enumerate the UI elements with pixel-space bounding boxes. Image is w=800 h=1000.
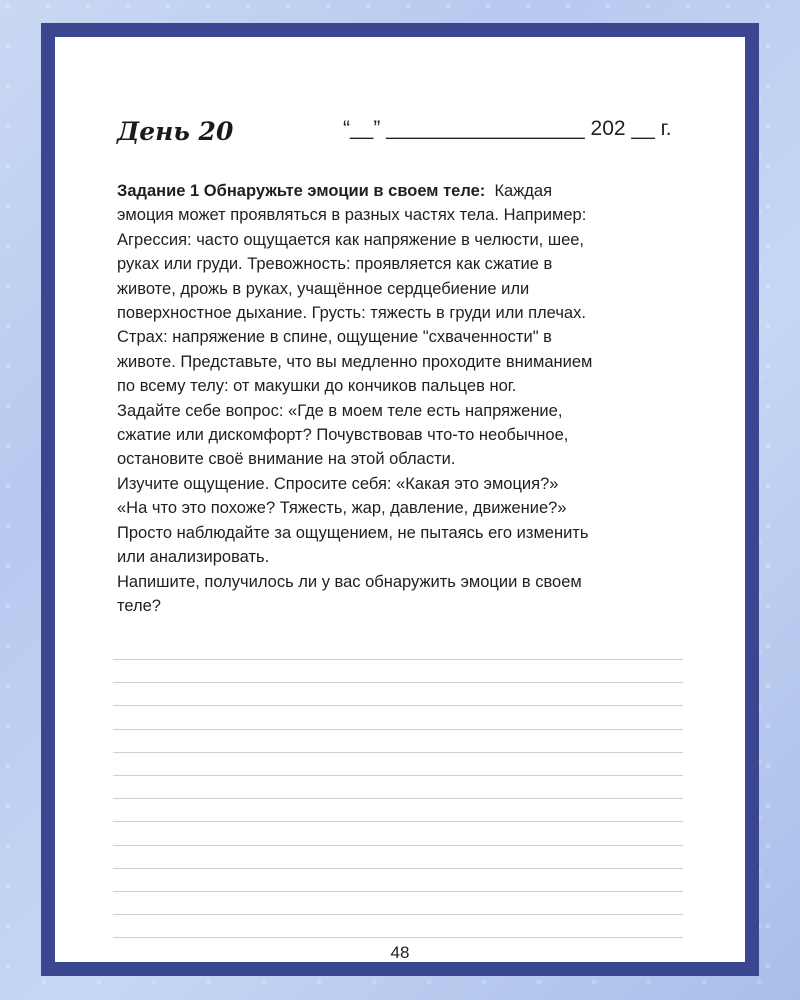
task-line: Каждая: [494, 182, 553, 200]
task-heading: Задание 1 Обнаружьте эмоции в своем теле:: [117, 182, 486, 200]
task-line: эмоция может проявляться в разных частях тела. Например:: [117, 206, 587, 225]
task-line: теле?: [117, 596, 161, 615]
answer-line[interactable]: [113, 845, 683, 846]
answer-line[interactable]: [113, 729, 683, 730]
answer-line[interactable]: [113, 705, 683, 706]
page-frame: [41, 23, 759, 976]
answer-line[interactable]: [113, 868, 683, 869]
task-line: животе, дрожь в руках, учащённое сердцебиение или: [117, 279, 530, 298]
task-line: Напишите, получилось ли у вас обнаружить эмоции в своем: [117, 572, 582, 591]
task-line: Задайте себе вопрос: «Где в моем теле есть напряжение,: [117, 401, 563, 420]
task-line: животе. Представьте, что вы медленно проходите вниманием: [117, 352, 593, 371]
date-fill-in: “__” _________________ 202 __ г.: [343, 117, 672, 140]
task-line: Просто наблюдайте за ощущением, не пытаясь его изменить: [117, 523, 589, 542]
day-title: День 20: [117, 117, 234, 146]
answer-line[interactable]: [113, 682, 683, 683]
task-line: поверхностное дыхание. Грусть: тяжесть в груди или плечах.: [117, 304, 586, 323]
task-line: «На что это похоже? Тяжесть, жар, давление, движение?»: [117, 499, 567, 518]
answer-line[interactable]: [113, 798, 683, 799]
task-line: по всему телу: от макушки до кончиков пальцев ног.: [117, 377, 517, 396]
task-text: [117, 179, 702, 618]
answer-line[interactable]: [113, 821, 683, 822]
answer-line[interactable]: [113, 937, 683, 938]
task-line: сжатие или дискомфорт? Почувствовав что-то необычное,: [117, 426, 569, 445]
workbook-page: [55, 37, 745, 962]
answer-line[interactable]: [113, 891, 683, 892]
task-line: Изучите ощущение. Спросите себя: «Какая это эмоция?»: [117, 474, 559, 493]
answer-line[interactable]: [113, 914, 683, 915]
task-line: Агрессия: часто ощущается как напряжение в челюсти, шее,: [117, 230, 585, 249]
task-line: руках или груди. Тревожность: проявляется как сжатие в: [117, 255, 553, 274]
answer-line[interactable]: [113, 659, 683, 660]
page-number: 48: [390, 943, 410, 962]
task-first-line: [117, 179, 702, 203]
task-line: остановите своё внимание на этой области.: [117, 450, 456, 469]
answer-lines[interactable]: [113, 659, 683, 960]
task-line: Страх: напряжение в спине, ощущение "схваченности" в: [117, 328, 552, 347]
answer-line[interactable]: [113, 752, 683, 753]
answer-line[interactable]: [113, 775, 683, 776]
task-line: или анализировать.: [117, 548, 270, 567]
